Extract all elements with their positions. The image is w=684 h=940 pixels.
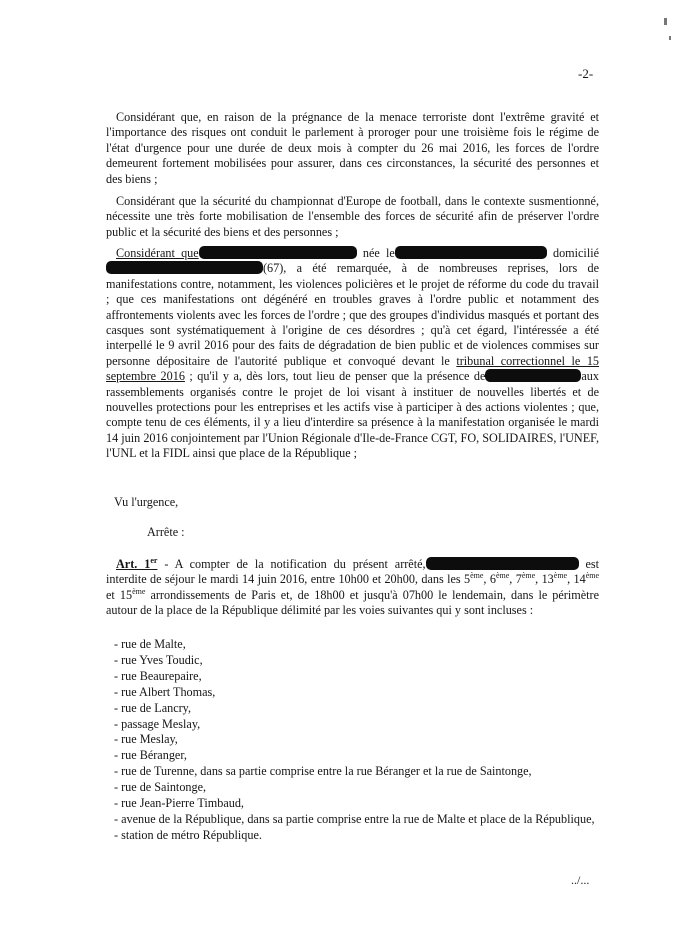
article-est: est xyxy=(585,557,600,571)
redacted-name-2 xyxy=(485,369,581,382)
article-label: Art. 1er xyxy=(116,555,158,571)
street-list xyxy=(114,637,599,844)
article-text-b: arrondissements de Paris et, de 18h00 et jusqu'à 07h00 le lendemain, dans le périmètre autour de la place de la République délimité par les voies suivantes qui y sont incluses : xyxy=(106,587,599,618)
page-number: -2- xyxy=(578,66,594,81)
redacted-name xyxy=(199,246,357,259)
considerant-continuation: ; qu'il y a, dès lors, tout lieu de penser que la xyxy=(189,369,423,384)
scan-speck xyxy=(664,18,667,25)
ordinal-suffix: ème xyxy=(132,586,146,596)
arrete-heading: Arrête : xyxy=(147,525,185,539)
list-item: - rue de Lancry, xyxy=(114,700,192,715)
arrondissement-sep: , 13 xyxy=(535,572,554,587)
article-intro: - A compter de la notification du présent arrêté, xyxy=(164,557,426,571)
list-item: - station de métro République. xyxy=(114,827,262,842)
redacted-name-3 xyxy=(426,557,579,570)
article-text-a: interdite de séjour le mardi 14 juin 2016, entre 10h00 et 20h00, dans les 5 xyxy=(106,572,471,587)
ordinal-suffix: ème xyxy=(553,571,568,581)
tribunal-date: tribunal correctionnel le 15 septembre 2016 xyxy=(106,353,600,384)
considerant-football: Considérant que la sécurité du championnat d'Europe de football, dans le contexte susmentionné, nécessite une très forte mobilisation de l'ensemble des forces de sécurité afin de préserver l'ordre public et la sécurité des biens et des personnes ; xyxy=(106,194,599,239)
arrondissement-15: et 15 xyxy=(106,587,133,602)
list-item: - rue de Turenne, dans sa partie comprise entre la rue Béranger et la rue de Saintonge, xyxy=(114,764,532,779)
list-item: - rue de Saintonge, xyxy=(114,780,207,795)
scan-speck xyxy=(669,36,671,40)
continuation-mark: ../... xyxy=(571,873,590,887)
considerant-terrorism: Considérant que, en raison de la prégnance de la menace terroriste dont l'extrême gravité et l'importance des risques ont conduit le parlement à proroger pour une troisième fois le régime de l'état d'urgence pour une durée de deux mois à compter du 26 mai 2016, les forces de l'ordre demeurent fortement mobilisées pour assurer, dans ces circonstances, la sécurité des personnes et des biens ; xyxy=(106,110,599,186)
arrondissement-sep: , xyxy=(567,572,571,587)
list-item: - rue Meslay, xyxy=(114,732,178,747)
list-item: - passage Meslay, xyxy=(114,716,201,731)
arrondissement-14: 14 xyxy=(573,572,586,587)
list-item: - rue de Malte, xyxy=(114,637,186,651)
arrondissement-sep: , 6 xyxy=(483,572,496,587)
considerant-lead: Considérant que xyxy=(116,246,199,260)
vu-urgence: Vu l'urgence, xyxy=(114,495,179,509)
considerant-body: (67), a été remarquée, à de nombreuses reprises, lors de manifestations contre, notamment, les violences policières et le projet de réforme du code du travail ; que ces manifestations ont dégénéré en troubles graves à l'ordre public et notamment des affrontements violents avec les forces de l'ordre ; que des groupes d'individus masqués et portant des casques sont systématiquement à l'origine de ces désordres ; qu'à cet égard, l'intéressée a été interpellé le 9 avril 2016 pour des faits de dégradation de bien public et de violences commises sur personne dépositaire de l'autorité publique et convoqué devant le xyxy=(106,261,599,368)
considerant-individual xyxy=(106,246,599,462)
ordinal-suffix: ème xyxy=(470,571,484,581)
list-item: - rue Albert Thomas, xyxy=(114,684,216,699)
redacted-address xyxy=(106,261,263,274)
list-item: - rue Jean-Pierre Timbaud, xyxy=(114,796,244,811)
arrondissement-sep: , 7 xyxy=(509,572,522,587)
born-label: née le xyxy=(362,246,395,260)
ordinal-suffix: ème xyxy=(495,571,510,581)
considerant-rest: aux rassemblements organisés contre le projet de loi visant à instituer de nouvelles libertés et de nouvelles protections pour les entreprises et les actifs vise à participer à des actions violentes ; que, compte tenu de ces éléments, il y a lieu d'interdire sa présence à la manifestation organisée le mardi 14 juin 2016 conjointement par l'Union Régionale d'Ile-de-France CGT, FO, SOLIDAIRES, l'UNEF, l'UNL et la FIDL ainsi que place de la République ; xyxy=(106,369,599,461)
redacted-birthdate xyxy=(395,246,547,259)
list-item: - rue Yves Toudic, xyxy=(114,652,203,667)
list-item: - rue Beaurepaire, xyxy=(114,668,202,683)
presence-label: présence de xyxy=(426,369,486,384)
ordinal-suffix: ème xyxy=(585,571,600,581)
article-1 xyxy=(106,557,599,619)
ordinal-suffix: ème xyxy=(521,571,536,581)
domicile-label: domicilié xyxy=(552,246,599,260)
list-item: - avenue de la République, dans sa partie comprise entre la rue de Malte et place de la République, xyxy=(114,811,595,826)
list-item: - rue Béranger, xyxy=(114,748,187,763)
